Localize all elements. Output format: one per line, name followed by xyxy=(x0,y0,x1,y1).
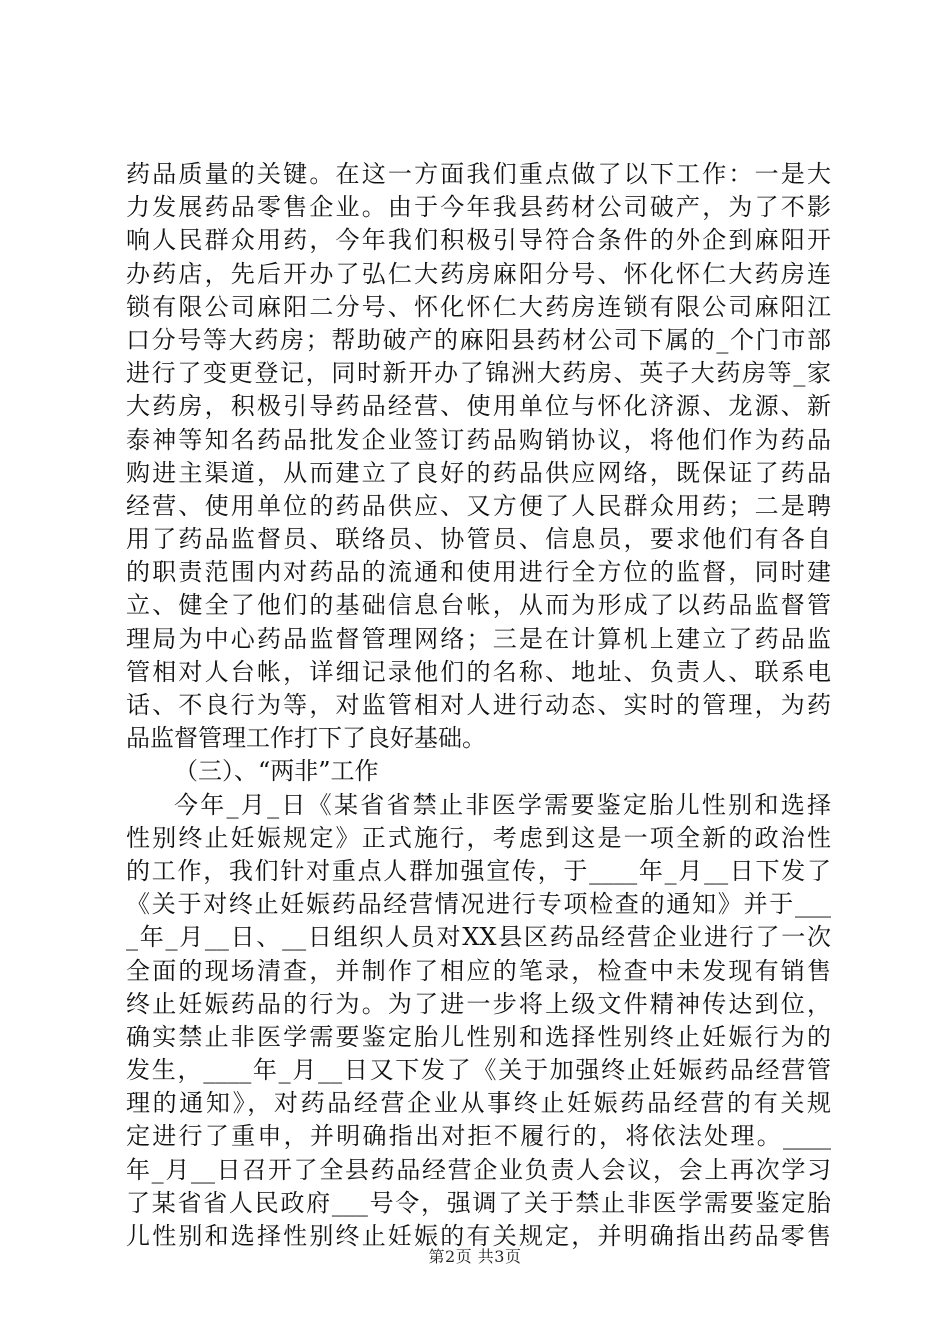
text-line: 购进主渠道，从而建立了良好的药品供应网络，既保证了药品 xyxy=(126,458,831,487)
text-line: 立、健全了他们的基础信息台帐，从而为形成了以药品监督管 xyxy=(126,591,831,620)
text-line: 全面的现场清查，并制作了相应的笔录，检查中未发现有销售 xyxy=(126,956,831,985)
paragraph-first-line: 今年_月_日《某省省禁止非医学需要鉴定胎儿性别和选择 xyxy=(174,790,831,819)
paragraph-end-line: 品监督管理工作打下了良好基础。 xyxy=(126,724,486,753)
text-line: 《关于对终止妊娠药品经营情况进行专项检查的通知》并于___ xyxy=(126,890,831,919)
text-line: 的职责范围内对药品的流通和使用进行全方位的监督，同时建 xyxy=(126,558,831,587)
text-line: 泰神等知名药品批发企业签订药品购销协议，将他们作为药品 xyxy=(126,425,831,454)
text-line: 理的通知》，对药品经营企业从事终止妊娠药品经营的有关规 xyxy=(126,1089,831,1118)
text-line: _年_月__日、__日组织人员对XX县区药品经营企业进行了一次 xyxy=(126,923,831,952)
text-line: 用了药品监督员、联络员、协管员、信息员，要求他们有各自 xyxy=(126,525,831,554)
text-line: 话、不良行为等，对监管相对人进行动态、实时的管理，为药 xyxy=(126,691,831,719)
page-footer: 第2页 共3页 xyxy=(428,1247,522,1266)
text-line: 锁有限公司麻阳二分号、怀化怀仁大药房连锁有限公司麻阳江 xyxy=(126,292,831,321)
document-body xyxy=(126,158,831,1253)
text-line: 力发展药品零售企业。由于今年我县药材公司破产，为了不影 xyxy=(126,193,831,222)
text-line: 经营、使用单位的药品供应、又方便了人民群众用药；二是聘 xyxy=(126,491,831,520)
text-line: 了某省省人民政府___号令，强调了关于禁止非医学需要鉴定胎 xyxy=(126,1188,831,1217)
text-line: 进行了变更登记，同时新开办了锦洲大药房、英子大药房等_家 xyxy=(126,359,831,388)
text-line: 办药店，先后开办了弘仁大药房麻阳分号、怀化怀仁大药房连 xyxy=(126,259,831,288)
text-line: 管相对人台帐，详细记录他们的名称、地址、负责人、联系电 xyxy=(126,657,831,686)
text-line: 儿性别和选择性别终止妊娠的有关规定，并明确指出药品零售 xyxy=(126,1222,831,1250)
text-line: 确实禁止非医学需要鉴定胎儿性别和选择性别终止妊娠行为的 xyxy=(126,1022,831,1051)
text-line: 定进行了重申，并明确指出对拒不履行的，将依法处理。____ xyxy=(126,1122,831,1151)
text-line: 大药房，积极引导药品经营、使用单位与怀化济源、龙源、新 xyxy=(126,392,831,421)
text-line: 年_月__日召开了全县药品经营企业负责人会议，会上再次学习 xyxy=(126,1155,831,1184)
text-line: 的工作，我们针对重点人群加强宣传，于____年_月__日下发了 xyxy=(126,856,831,885)
text-line: 理局为中心药品监督管理网络；三是在计算机上建立了药品监 xyxy=(126,624,831,653)
text-line: 终止妊娠药品的行为。为了进一步将上级文件精神传达到位， xyxy=(126,989,831,1018)
text-line: 发生，____年_月__日又下发了《关于加强终止妊娠药品经营管 xyxy=(126,1056,831,1085)
text-line: 药品质量的关键。在这一方面我们重点做了以下工作：一是大 xyxy=(126,160,831,188)
section-heading: （三）、“两非”工作 xyxy=(174,757,379,786)
text-line: 口分号等大药房；帮助破产的麻阳县药材公司下属的_个门市部 xyxy=(126,325,831,354)
text-line: 性别终止妊娠规定》正式施行，考虑到这是一项全新的政治性 xyxy=(126,823,831,852)
text-line: 响人民群众用药，今年我们积极引导符合条件的外企到麻阳开 xyxy=(126,226,831,255)
